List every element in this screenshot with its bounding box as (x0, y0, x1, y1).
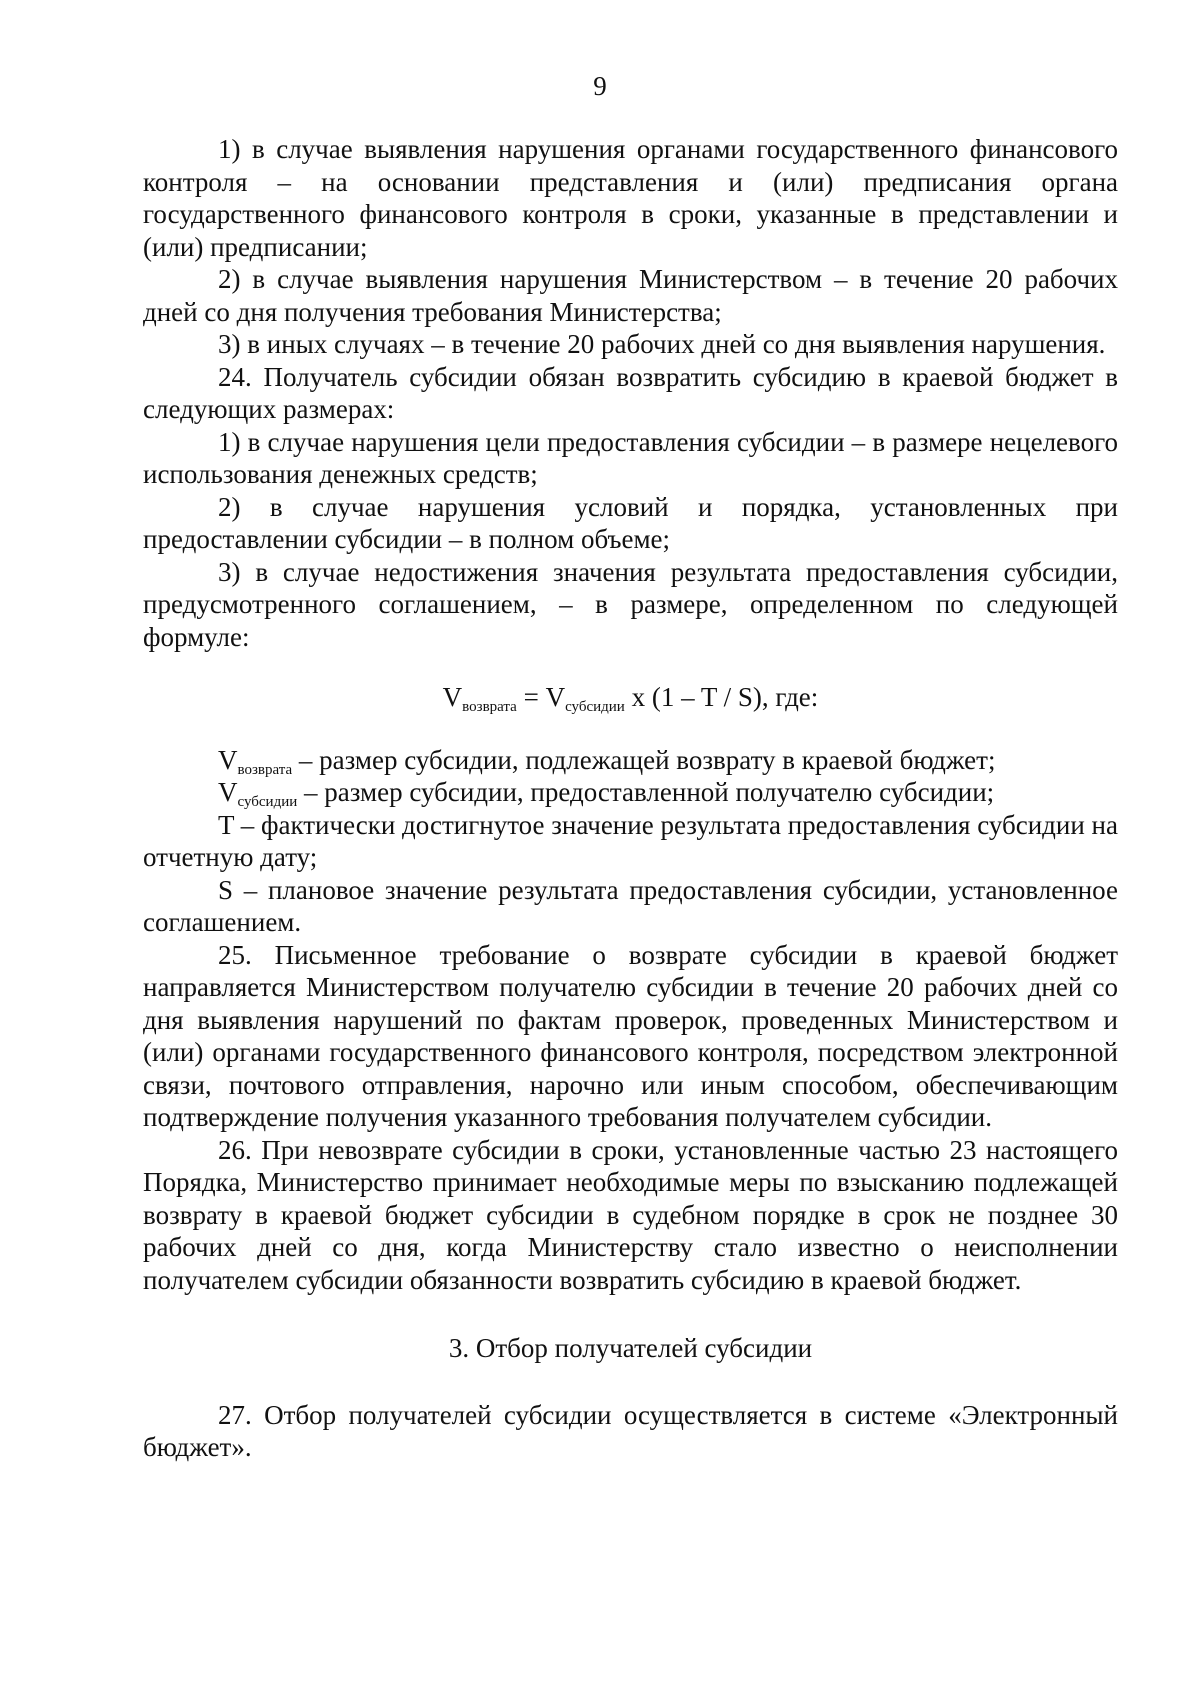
definition-v-subsidy-text: – размер субсидии, предоставленной получателю субсидии; (297, 777, 995, 807)
formula-lhs-symbol: V (442, 682, 463, 712)
return-formula (143, 681, 1118, 714)
paragraph-23-2: 2) в случае выявления нарушения Министерством – в течение 20 рабочих дней со дня получения требования Министерства; (143, 264, 1118, 327)
paragraph-23-3: 3) в иных случаях – в течение 20 рабочих дней со дня выявления нарушения. (218, 329, 1106, 359)
paragraph-24-1: 1) в случае нарушения цели предоставления субсидии – в размере нецелевого использования денежных средств; (143, 426, 1118, 489)
formula-equals: = (516, 682, 546, 712)
paragraph-24-3: 3) в случае недостижения значения результата предоставления субсидии, предусмотренного соглашением, – в размере, определенном по следующей формуле: (143, 556, 1118, 652)
definition-v-return (143, 744, 1118, 777)
definition-t: T – фактически достигнутое значение результата предоставления субсидии на отчетную дату; (143, 809, 1118, 872)
paragraph-25: 25. Письменное требование о возврате субсидии в краевой бюджет направляется Министерством получателю субсидии в течение 20 рабочих дней со дня выявления нарушений по фактам проверок, проведенных Министерством и (или) органами государственного финансового контроля, посредством электронной связи, почтового отправления, нарочно или иным способом, обеспечивающим подтверждение получения указанного требования получателем субсидии. (143, 939, 1118, 1132)
definition-v-return-text: – размер субсидии, подлежащей возврату в краевой бюджет; (292, 744, 996, 775)
page-number: 9 (593, 71, 607, 101)
definition-v-subsidy-symbol: V (218, 777, 238, 807)
definition-v-subsidy (143, 776, 1118, 809)
definition-s: S – плановое значение результата предоставления субсидии, установленное соглашением. (143, 874, 1118, 937)
document-body (143, 133, 1118, 1464)
formula-rest: x (1 – T / S), где: (624, 682, 819, 712)
paragraph-24-2: 2) в случае нарушения условий и порядка, установленных при предоставлении субсидии – в полном объеме; (143, 491, 1118, 554)
definition-v-return-subscript: возврата (237, 761, 293, 778)
paragraph-23-1: 1) в случае выявления нарушения органами государственного финансового контроля – на основании представления и (или) предписания органа государственного финансового контроля в сроки, указанные в представлении и (или) предписании; (143, 134, 1118, 262)
formula-rhs-subscript: субсидии (565, 699, 625, 715)
paragraph-24: 24. Получатель субсидии обязан возвратить субсидию в краевой бюджет в следующих размерах: (143, 361, 1118, 424)
formula-lhs-subscript: возврата (462, 699, 517, 715)
paragraph-26: 26. При невозврате субсидии в сроки, установленные частью 23 настоящего Порядка, Министерство принимает необходимые меры по взысканию подлежащей возврату в краевой бюджет субсидии в судебном порядке в срок не позднее 30 рабочих дней со дня, когда Министерству стало известно о неисполнении получателем субсидии обязанности возвратить субсидию в краевой бюджет. (143, 1134, 1118, 1295)
paragraph-27: 27. Отбор получателей субсидии осуществляется в системе «Электронный бюджет». (143, 1399, 1118, 1462)
definition-v-subsidy-subscript: субсидии (237, 794, 298, 810)
formula-rhs-symbol: V (545, 682, 566, 712)
definition-v-return-symbol: V (218, 744, 238, 775)
section-heading: 3. Отбор получателей субсидии (448, 1333, 813, 1363)
